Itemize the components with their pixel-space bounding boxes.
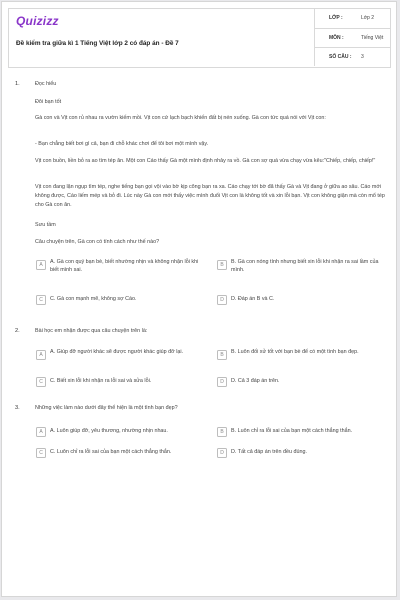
question-number: 3. (15, 405, 20, 411)
option-text: A. Giúp đỡ người khác sẽ được người khác giúp đỡ lại. (50, 349, 184, 355)
story-source: Sưu tầm (35, 222, 56, 228)
answer-option-d[interactable] (217, 375, 392, 391)
option-text: D. Cả 3 đáp án trên. (231, 378, 280, 384)
option-letter-box: A (36, 260, 46, 270)
option-letter-box: C (36, 295, 46, 305)
answer-option-c[interactable] (36, 446, 216, 462)
story-paragraph: Vịt con đang lặn ngụp tìm tép, nghe tiếng bạn gọi vội vào bờ kịp cõng bạn ra xa. Cáo chạy tới bờ đã thấy Gà và Vịt đang ở giữa ao sâu. Cáo mới không được, Cáo liếm mép và bỏ đi. Lúc này Gà con mới thấy việc mình đuổi Vịt con là không tốt và xin lỗi bạn. Vịt con không giận mà còn mổ tép cho Gà con ăn. (35, 184, 385, 208)
option-text: D. Tất cả đáp án trên đều đúng. (231, 449, 308, 455)
worksheet-page (1, 1, 397, 597)
meta-value: Lớp 2 (361, 15, 375, 21)
answer-option-c[interactable] (36, 293, 216, 309)
meta-label: MÔN : (329, 35, 344, 41)
meta-row-subject (314, 28, 391, 47)
option-letter-box: B (217, 350, 227, 360)
option-letter-box: A (36, 427, 46, 437)
question-text: Bài học em nhận được qua câu chuyện trên là: (35, 328, 148, 334)
answer-option-a[interactable] (36, 425, 216, 441)
option-text: B. Gà con nóng tính nhưng biết xin lỗi khi nhận ra sai lầm của mình. (231, 259, 379, 273)
story-title: Đôi bạn tốt (35, 99, 62, 105)
story-paragraph: Gà con và Vịt con rủ nhau ra vườn kiếm mồi. Vịt con cứ lạch bạch khiến đất bị nén xuống. Gà con tức quá nói với Vịt con: (35, 115, 326, 121)
meta-row-grade (314, 9, 391, 28)
quizizz-logo: Quizizz (16, 14, 59, 28)
worksheet-header (8, 8, 391, 68)
answer-option-a[interactable] (36, 348, 216, 364)
option-letter-box: D (217, 377, 227, 387)
answer-option-b[interactable] (217, 258, 392, 274)
answer-option-d[interactable] (217, 446, 392, 462)
answer-option-d[interactable] (217, 293, 392, 309)
option-letter-box: A (36, 350, 46, 360)
option-letter-box: B (217, 260, 227, 270)
answer-option-a[interactable] (36, 258, 216, 274)
option-text: C. Biết xin lỗi khi nhận ra lỗi sai và sửa lỗi. (50, 378, 152, 384)
meta-value: Tiếng Việt (361, 35, 384, 41)
option-text: A. Gà con quý bạn bè, biết nhường nhịn và không nhận lỗi khi biết mình sai. (50, 259, 199, 273)
option-text: A. Luôn giúp đỡ, yêu thương, nhường nhịn nhau. (50, 428, 168, 434)
question-text: Câu chuyện trên, Gà con có tính cách như thế nào? (35, 239, 160, 245)
question-number: 2. (15, 328, 20, 334)
option-text: B. Luôn chỉ ra lỗi sai của bạn một cách thẳng thắn. (231, 428, 353, 434)
option-letter-box: C (36, 377, 46, 387)
meta-table (314, 9, 391, 67)
worksheet-title: Đề kiểm tra giữa kì 1 Tiếng Việt lớp 2 có đáp án - Đề 7 (16, 40, 179, 47)
answer-option-b[interactable] (217, 348, 392, 364)
option-text: C. Luôn chỉ ra lỗi sai của bạn một cách thẳng thắn. (50, 449, 172, 455)
section-heading: Đọc hiểu (35, 81, 57, 87)
option-letter-box: C (36, 448, 46, 458)
option-letter-box: D (217, 295, 227, 305)
answer-option-b[interactable] (217, 425, 392, 441)
option-letter-box: D (217, 448, 227, 458)
question-text: Những việc làm nào dưới đây thể hiện là một tình bạn đẹp? (35, 405, 178, 411)
question-number: 1. (15, 81, 20, 87)
meta-row-question-count (314, 47, 391, 66)
meta-label: SỐ CÂU : (329, 54, 352, 60)
answer-option-c[interactable] (36, 375, 216, 391)
option-letter-box: B (217, 427, 227, 437)
story-paragraph: - Bạn chẳng biết bơi gì cả, bạn đi chỗ khác chơi để tôi bơi một mình vậy. (35, 141, 209, 147)
option-text: D. Đáp án B và C. (231, 296, 275, 302)
meta-value: 3 (361, 54, 364, 60)
story-paragraph: Vịt con buồn, liền bỏ ra ao tìm tép ăn. Một con Cáo thấy Gà một mình định nhảy ra vồ. Gà con sợ quá vừa chạy vừa kêu:"Chiếp, chiếp, chiếp!" (35, 158, 376, 164)
option-text: C. Gà con mạnh mẽ, không sợ Cáo. (50, 296, 137, 302)
meta-label: LỚP : (329, 15, 343, 21)
option-text: B. Luôn đối xử tốt với bạn bè để có một tình bạn đẹp. (231, 349, 359, 355)
